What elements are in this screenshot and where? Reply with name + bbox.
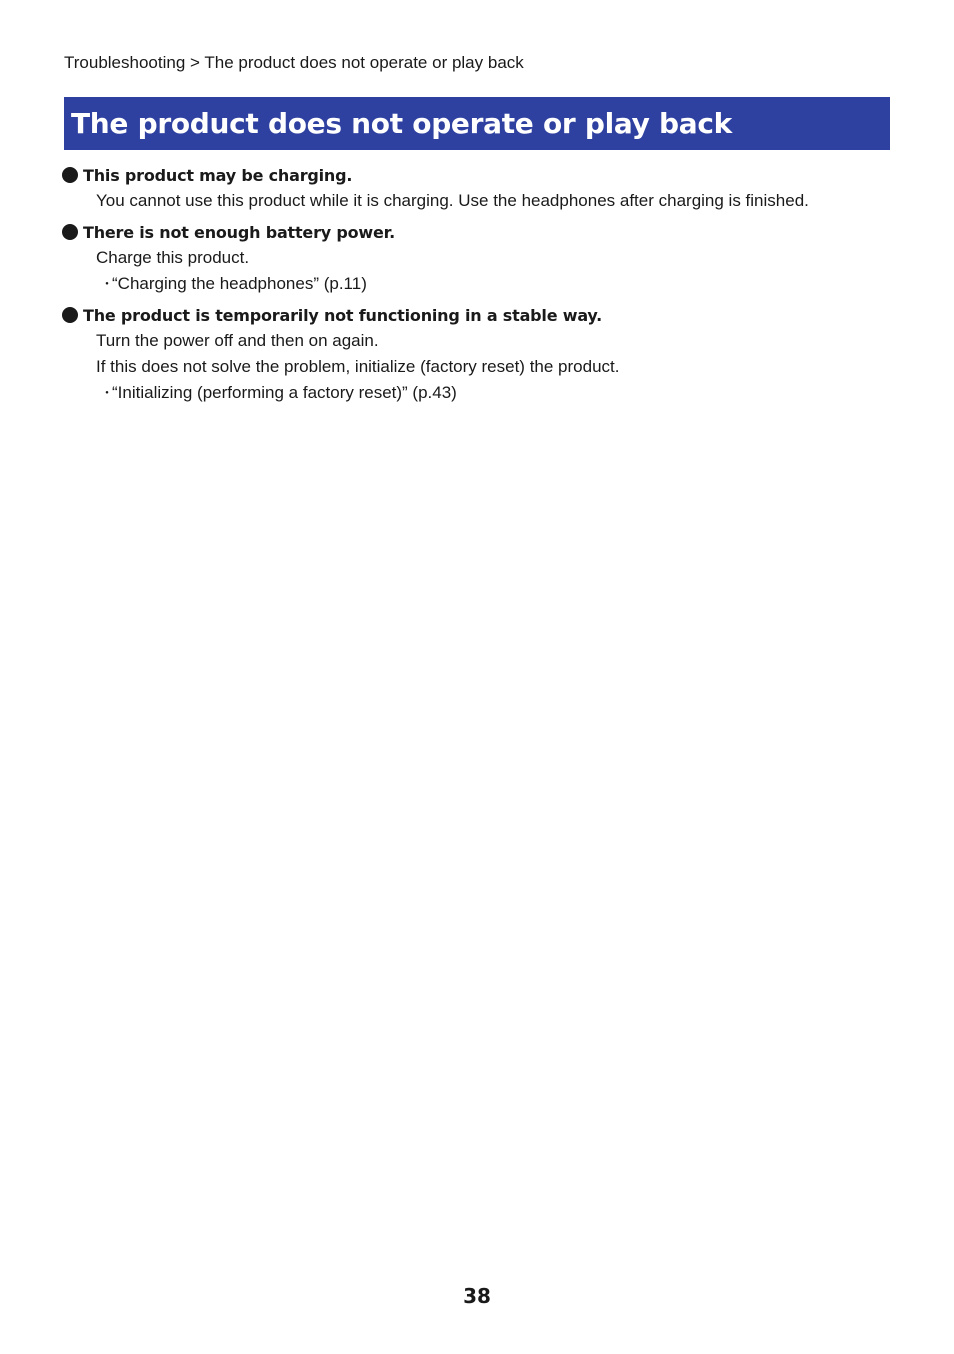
section-heading xyxy=(62,162,892,188)
page-title: The product does not operate or play back xyxy=(71,107,732,140)
filled-circle-icon xyxy=(62,307,78,323)
filled-circle-icon xyxy=(62,224,78,240)
section-heading-text: There is not enough battery power. xyxy=(83,222,395,242)
section-battery xyxy=(62,219,892,297)
breadcrumb: Troubleshooting > The product does not operate or play back xyxy=(64,53,524,72)
reference-bullet: ・ xyxy=(100,385,114,401)
section-heading-text: This product may be charging. xyxy=(83,165,353,185)
title-bar xyxy=(64,97,890,150)
reference-link-text[interactable]: “Initializing (performing a factory reset)” (p.43) xyxy=(112,383,457,402)
section-charging xyxy=(62,162,892,214)
reference-bullet: ・ xyxy=(100,276,114,292)
section-body-line: If this does not solve the problem, initialize (factory reset) the product. xyxy=(96,357,620,376)
page-number: 38 xyxy=(463,1284,491,1308)
section-body-line: Turn the power off and then on again. xyxy=(96,331,379,350)
reference-link[interactable] xyxy=(96,271,892,297)
section-heading xyxy=(62,302,892,328)
section-unstable xyxy=(62,302,892,406)
section-heading-text: The product is temporarily not functioning in a stable way. xyxy=(83,305,603,325)
section-heading xyxy=(62,219,892,245)
section-body-line: Charge this product. xyxy=(96,248,250,267)
filled-circle-icon xyxy=(62,167,78,183)
reference-link-text[interactable]: “Charging the headphones” (p.11) xyxy=(112,274,367,293)
section-body-line: You cannot use this product while it is charging. Use the headphones after charging is finished. xyxy=(96,191,809,210)
content xyxy=(62,162,892,406)
reference-link[interactable] xyxy=(96,380,892,406)
